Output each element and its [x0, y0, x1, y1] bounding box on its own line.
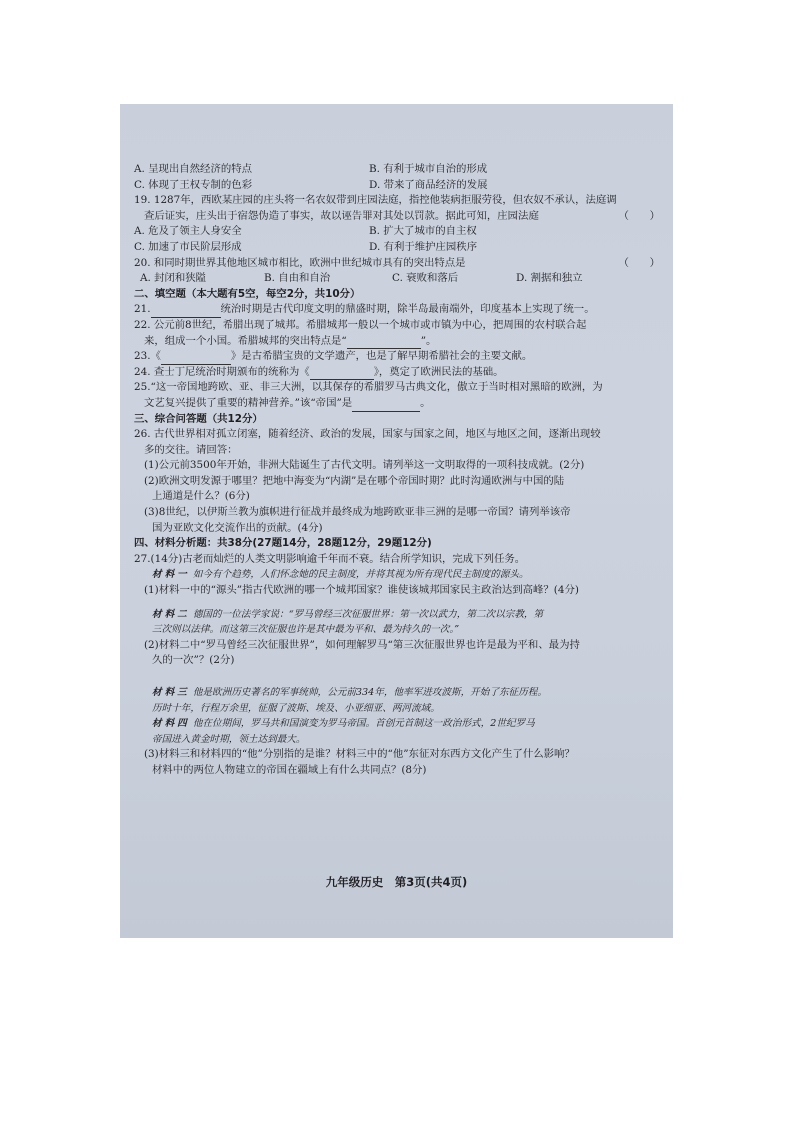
q19-stem-line1: 19. 1287年，西欧某庄园的庄头将一名农奴带到庄园法庭，指控他装病拒服劳役，但农奴不承认，法庭调 — [134, 194, 617, 207]
q27-intro: 27.(14分)古老而灿烂的人类文明影响逾千年而不衰。结合所学知识，完成下列任务。 — [134, 552, 526, 565]
q19-option-c: C. 加速了市民阶层形成 — [134, 240, 242, 253]
q18-option-c: C. 体现了王权专制的色彩 — [134, 178, 253, 191]
material2-line1 — [134, 607, 664, 623]
q19-options-row1 — [134, 224, 664, 240]
material4-line1 — [134, 716, 664, 732]
q19-option-a: A. 危及了领主人身安全 — [134, 225, 242, 238]
q26-stem-line2: 多的交往。请回答： — [144, 443, 238, 456]
q24-text-b: 》，奠定了欧洲民法的基础。 — [373, 365, 504, 378]
q21-number: 21. — [134, 303, 151, 316]
q20-option-a: A. 封闭和狭隘 — [140, 272, 207, 285]
q25-text-b: 。 — [420, 396, 431, 409]
q20-answer-paren: （ ） — [618, 256, 660, 269]
q20-option-b: B. 自由和自治 — [264, 272, 331, 285]
q19-option-b: B. 扩大了城市的自主权 — [369, 225, 477, 238]
q21-line — [134, 302, 664, 318]
exam-photo — [120, 104, 673, 938]
q26-sub1: (1)公元前3500年开始，非洲大陆诞生了古代文明。请列举这一文明取得的一项科技成就。(2分) — [144, 459, 585, 472]
q18-option-a: A. 呈现出自然经济的特点 — [134, 163, 253, 175]
material2-text1: 德国的一位法学家说：“罗马曾经三次征服世界：第一次以武力，第二次以宗教，第 — [192, 608, 544, 620]
q20-option-d: D. 割据和独立 — [516, 272, 583, 285]
section4-title: 四、材料分析题：共38分(27题14分，28题12分，29题12分) — [134, 537, 432, 550]
material2-label: 材料二 — [152, 608, 190, 620]
q22-line1: 22. 公元前8世纪，希腊出现了城邦。希腊城邦一般以一个城市或市镇为中心，把周围的农村联合起 — [134, 318, 587, 331]
q19-options-row2 — [134, 240, 664, 256]
material3-text1: 他是欧洲历史著名的军事统帅，公元前334年，他率军进攻波斯，开始了东征历程。 — [192, 687, 547, 698]
material2-line2: 三次则以法律。而这第三次征服也许是其中最为平和、最为持久的一次。” — [152, 624, 460, 636]
q26-sub3-line1: (3)8世纪，以伊斯兰教为旗帜进行征战并最终成为地跨欧亚非三洲的是哪一帝国？请列举该帝 — [144, 506, 571, 519]
q26-sub3-line2: 国为亚欧文化交流作出的贡献。(4分) — [152, 521, 323, 534]
q23-line — [134, 349, 664, 365]
q24-blank[interactable] — [310, 368, 374, 380]
q26-stem-line1: 26. 古代世界相对孤立闭塞，随着经济、政治的发展，国家与国家之间，地区与地区之间，逐渐出现较 — [134, 428, 601, 441]
material4-label: 材料四 — [152, 718, 190, 730]
q23-text-a: 23.《 — [134, 350, 161, 363]
q23-text-b: 》是古希腊宝贵的文学遗产，也是了解早期希腊社会的主要文献。 — [230, 350, 533, 363]
exam-sheet — [134, 162, 664, 779]
q26-sub2-line2: 上通道是什么？(6分) — [152, 490, 250, 503]
q27-sub2-line2: 久的一次”？(2分) — [152, 654, 235, 667]
q27-sub1: (1)材料一中的“源头”指古代欧洲的哪一个城邦国家？谁使该城邦国家民主政治达到高峰？(4分) — [144, 584, 579, 597]
q25-line2 — [134, 396, 664, 412]
q19-answer-paren: （ ） — [618, 209, 660, 222]
q27-sub3-line1: (3)材料三和材料四的“他”分别指的是谁？材料三中的“他”东征对东西方文化产生了什么影响？ — [144, 748, 575, 761]
material1-text: 如今有个趋势，人们怀念她的民主制度，并将其视为所有现代民主制度的源头。 — [192, 569, 529, 581]
q21-text: 统治时期是古代印度文明的鼎盛时期，除半岛最南端外，印度基本上实现了统一。 — [220, 303, 595, 316]
material4-line2: 帝国进入黄金时期，领土达到最大。 — [152, 733, 306, 745]
q18-option-d: D. 带来了商品经济的发展 — [369, 178, 488, 191]
material4-text1: 他在位期间，罗马共和国演变为罗马帝国。首创元首制这一政治形式，2世纪罗马 — [192, 718, 535, 730]
material3-label: 材料三 — [152, 687, 190, 698]
q22-line2 — [134, 334, 664, 350]
q22-text-a: 来，组成一个小国。希腊城邦的突出特点是“ — [144, 334, 347, 347]
material3-line2: 历时十年，行程万余里，征服了波斯、埃及、小亚细亚、两河流域。 — [152, 702, 440, 714]
q24-line — [134, 365, 664, 381]
q20-option-c: C. 衰败和落后 — [392, 272, 459, 285]
q18-option-b: B. 有利于城市自治的形成 — [369, 163, 488, 175]
q26-sub2-line1: (2)欧洲文明发源于哪里？把地中海变为“内湖”是在哪个帝国时期？此时沟通欧洲与中国的陆 — [144, 474, 565, 487]
q20-options-row — [134, 271, 664, 287]
q25-line1: 25.“这一帝国地跨欧、亚、非三大洲，以其保存的希腊罗马古典文化，傲立于当时相对黑暗的欧洲，为 — [134, 381, 603, 394]
q20-stem-text: 20. 和同时期世界其他地区城市相比，欧洲中世纪城市具有的突出特点是 — [134, 256, 466, 269]
q24-text-a: 24. 查士丁尼统治时期颁布的统称为《 — [134, 365, 310, 378]
q27-sub2-line1: (2)材料二中“罗马曾经三次征服世界”，如何理解罗马“第三次征服世界也许是最为平和、最为持 — [144, 638, 580, 651]
q18-options-row2 — [134, 178, 664, 194]
page-footer: 九年级历史 第3页(共4页) — [325, 875, 468, 889]
material3-line1 — [134, 685, 664, 701]
q22-text-b: ”。 — [420, 334, 437, 347]
q19-stem-text: 查后证实，庄头出于宿怨伪造了事实，故以诬告罪对其处以罚款。据此可知，庄园法庭 — [144, 209, 539, 222]
q19-stem-line2 — [134, 209, 664, 225]
q19-option-d: D. 有利于维护庄园秩序 — [369, 240, 478, 253]
q27-sub3-line2: 材料中的两位人物建立的帝国在疆域上有什么共同点？(8分) — [152, 763, 427, 776]
q18-options-row1 — [134, 162, 664, 178]
q21-blank[interactable] — [151, 306, 221, 318]
section2-title: 二、填空题（本大题有5空，每空2分，共10分） — [134, 287, 361, 300]
material1 — [134, 567, 664, 583]
q23-blank[interactable] — [161, 353, 231, 365]
q20-stem-line — [134, 256, 664, 272]
material1-label: 材料一 — [152, 569, 190, 581]
q25-text-a: 文艺复兴提供了重要的精神营养。”该“帝国”是 — [144, 396, 353, 409]
q22-blank[interactable] — [347, 337, 421, 349]
q25-blank[interactable] — [352, 400, 420, 412]
section3-title: 三、综合问答题（共12分） — [134, 412, 263, 425]
